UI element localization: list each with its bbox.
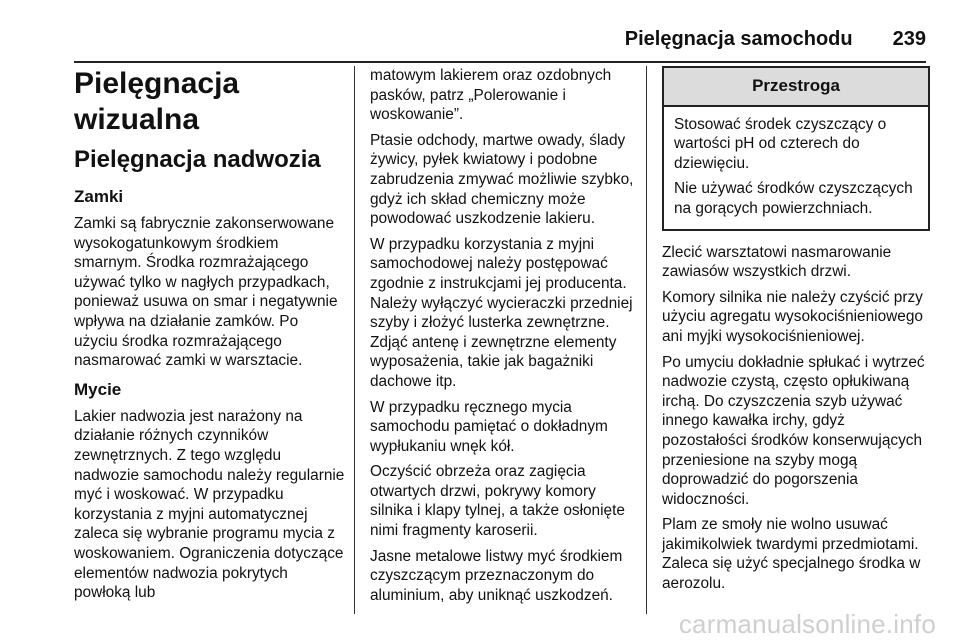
- main-heading: Pielęgnacja wizualna: [74, 67, 240, 136]
- paragraph: Jasne metalowe listwy myć środkiem czyszczącym przeznaczonym do aluminium, aby uniknąć uszkodzeń.: [370, 547, 623, 604]
- wash-paragraph: Lakier nadwozia jest narażony na działanie różnych czynników zewnętrznych. Z tego względu nadwozie samochodu należy regularnie myć i woskować. W przypadku korzystania z myjni automatycznej zaleca się wybranie programu mycia z woskowaniem. Ograniczenia dotyczące elementów nadwozia pokrytych powłoką lub: [74, 407, 345, 602]
- column-divider-1: [354, 66, 355, 614]
- caution-body: [664, 107, 928, 229]
- wash-heading: Mycie: [74, 379, 122, 399]
- caution-box: [662, 66, 930, 231]
- paragraph: Komory silnika nie należy czyścić przy użyciu agregatu wysokociśnieniowego ani myjki wysokociśnieniowej.: [662, 288, 923, 345]
- page-header: [74, 28, 926, 56]
- caution-text: Nie używać środków czyszczących na gorących powierzchniach.: [674, 180, 913, 217]
- section-title: Pielęgnacja samochodu: [624, 28, 853, 50]
- header-divider: [74, 61, 926, 63]
- column-2: [370, 66, 638, 611]
- paragraph: matowym lakierem oraz ozdobnych pasków, patrz „Polerowanie i woskowanie”.: [370, 67, 612, 124]
- column-3: [662, 66, 930, 600]
- locks-paragraph: Zamki są fabrycznie zakonserwowane wysokogatunkowym środkiem smarnym. Środka rozmrażającego używać tylko w nagłych przypadkach, ponieważ usuwa on smar i negatywnie wpływa na działanie zamków. Po użyciu środka rozmrażającego nasmarować zamki w warsztacie.: [74, 215, 338, 370]
- paragraph: Ptasie odchody, martwe owady, ślady żywicy, pyłek kwiatowy i podobne zabrudzenia zmywać możliwie szybko, gdyż ich skład chemiczny może powodować uszkodzenie lakieru.: [370, 131, 634, 228]
- paragraph: Po umyciu dokładnie spłukać i wytrzeć nadwozie czystą, często opłukiwaną irchą. Do czyszczenia szyb używać innego kawałka irchy, gdyż pozostałości środków konserwujących przeniesione na szyby mogą doprowadzić do pogorszenia widoczności.: [662, 353, 925, 508]
- sub-heading: Pielęgnacja nadwozia: [74, 146, 321, 173]
- paragraph: W przypadku korzystania z myjni samochodowej należy postępować zgodnie z instrukcjami jej producenta. Należy wyłączyć wycieraczki przedniej szyby i złożyć lusterka zewnętrzne. Zdjąć antenę i zewnętrzne elementy wyposażenia, takie jak bagażniki dachowe itp.: [370, 235, 633, 390]
- locks-heading: Zamki: [74, 187, 124, 206]
- paragraph: Oczyścić obrzeża oraz zagięcia otwartych drzwi, pokrywy komory silnika i klapy tylnej, a także osłonięte nimi fragmenty karoserii.: [370, 463, 625, 540]
- column-divider-2: [646, 66, 647, 614]
- caution-text: Stosować środek czyszczący o wartości pH od czterech do dziewięciu.: [674, 115, 887, 172]
- column-1: [74, 64, 346, 609]
- page-number: 239: [892, 28, 926, 50]
- caution-title: Przestroga: [664, 68, 928, 107]
- watermark: carmanualsonline.info: [678, 609, 936, 639]
- paragraph: Plam ze smoły nie wolno usuwać jakimikolwiek twardymi przedmiotami. Zaleca się użyć specjalnego środka w aerozolu.: [662, 516, 921, 593]
- paragraph: Zlecić warsztatowi nasmarowanie zawiasów wszystkich drzwi.: [662, 243, 892, 281]
- paragraph: W przypadku ręcznego mycia samochodu pamiętać o dokładnym wypłukaniu wnęk kół.: [370, 398, 608, 455]
